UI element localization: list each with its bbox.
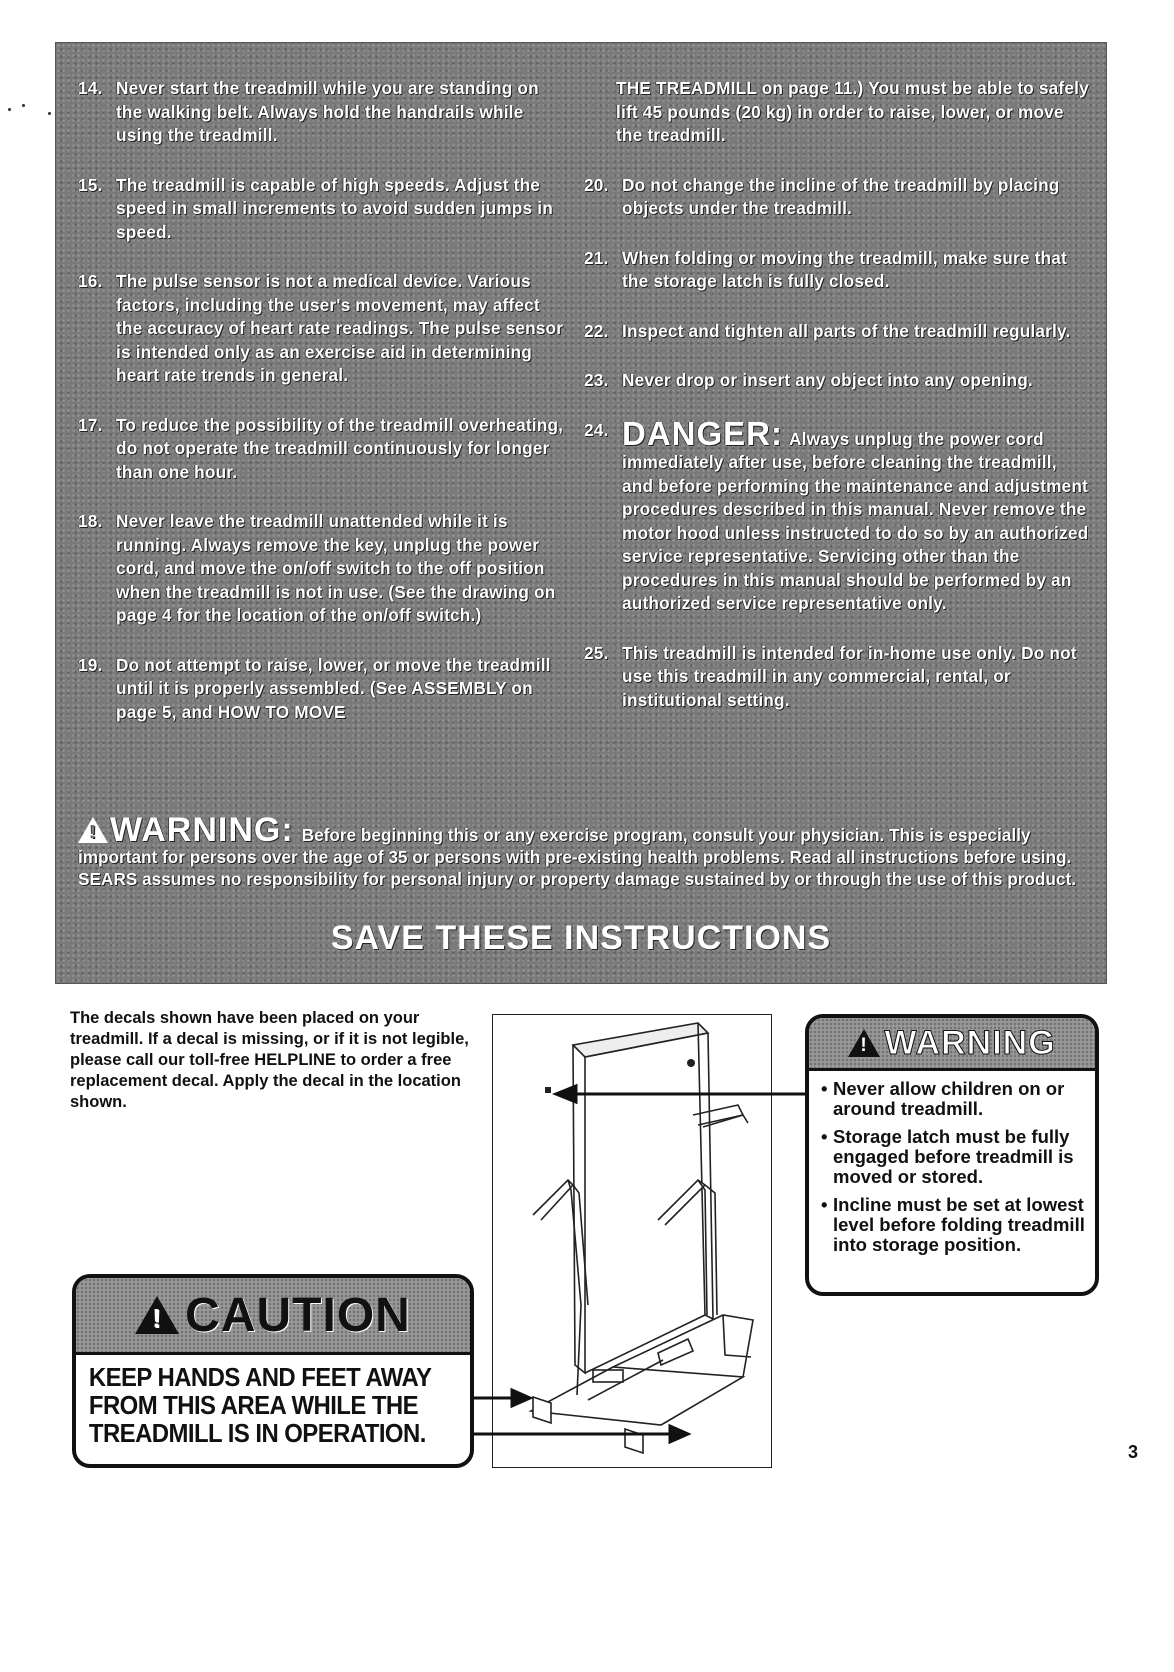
warning-decal-item: • Never allow children on or around treadmill. [821, 1079, 1085, 1119]
item-number: 23. [584, 370, 609, 390]
item-number: 25. [584, 642, 609, 663]
caution-decal-arrowhead-upper [512, 1390, 530, 1406]
item-text: Never drop or insert any object into any opening. [622, 370, 1033, 390]
item-number: 19. [78, 654, 103, 675]
decal-note: The decals shown have been placed on your treadmill. If a decal is missing, or if it is not legible, please call our toll-free HELPLINE to order a free replacement decal. Apply the decal in the location shown. [70, 1009, 469, 1111]
caution-decal [72, 1274, 474, 1468]
item-number: 22. [584, 320, 609, 341]
caution-line: KEEP HANDS AND FEET AWAY [88, 1362, 432, 1392]
item-text: Do not change the incline of the treadmill by placing objects under the treadmill. [622, 174, 1060, 218]
item-text: Never start the treadmill while you are standing on the walking belt. Always hold the handrails while using the treadmill. [116, 78, 539, 145]
item-text: Never leave the treadmill unattended while it is running. Always remove the key, unplug the power cord, and move the on/off switch to the off position when the treadmill is not in use. (See the drawing on page 4 for the location of the on/off switch.) [116, 511, 556, 625]
warning-decal-item: • Incline must be set at lowest level before folding treadmill into storage position. [821, 1195, 1085, 1255]
warning-decal-arrowhead [556, 1086, 576, 1102]
item-number: 20. [584, 174, 609, 195]
danger-label: DANGER: [622, 414, 783, 452]
caution-decal-header [76, 1278, 470, 1355]
item-text: Do not attempt to raise, lower, or move the treadmill until it is properly assembled. (See ASSEMBLY on page 5, and HOW TO MOVE [116, 654, 551, 722]
caution-line: FROM THIS AREA WHILE THE [88, 1390, 419, 1420]
item-number: 17. [78, 414, 103, 435]
warning-decal-title: WARNING [884, 1023, 1056, 1062]
item-text: The treadmill is capable of high speeds. Adjust the speed in small increments to avoid sudden jumps in speed. [116, 174, 553, 242]
item-number: 21. [584, 247, 609, 268]
caution-line: TREADMILL IS IN OPERATION. [88, 1418, 426, 1448]
item-text: The pulse sensor is not a medical device. Various factors, including the user's movement, may affect the accuracy of heart rate readings. The pulse sensor is intended only as an exercise aid in determining heart rate trends in general. [116, 271, 564, 385]
item-text: Inspect and tighten all parts of the treadmill regularly. [622, 320, 1071, 341]
save-instructions-heading: SAVE THESE INSTRUCTIONS [330, 919, 832, 957]
warning-label: WARNING: [110, 811, 294, 849]
warning-decal-list [809, 1071, 1095, 1255]
item-number: 18. [78, 511, 103, 531]
item-text: THE TREADMILL on page 11.) You must be able to safely lift 45 pounds (20 kg) in order to raise, lower, or move the treadmill. [616, 78, 1089, 145]
warning-decal-header [809, 1018, 1095, 1071]
caution-decal-arrowhead-lower [670, 1426, 688, 1442]
item-number: 14. [78, 78, 103, 98]
warning-triangle-icon [848, 1029, 880, 1057]
item-number: 15. [78, 174, 103, 195]
warning-decal [805, 1014, 1099, 1296]
item-text: To reduce the possibility of the treadmill overheating, do not operate the treadmill continuously for longer than one hour. [116, 414, 564, 482]
item-text: When folding or moving the treadmill, make sure that the storage latch is fully closed. [622, 247, 1067, 291]
page-number: 3 [1128, 1442, 1139, 1462]
caution-decal-title: CAUTION [185, 1288, 411, 1342]
item-number: 16. [78, 271, 103, 291]
caution-triangle-icon [135, 1296, 179, 1334]
warning-text: Before beginning this or any exercise program, consult your physician. This is especially important for persons over the age of 35 or persons with pre-existing health problems. Read all instructions before using. SEARS assumes no responsibility for personal injury or property damage sustained by or through the use of this product. [78, 825, 1076, 889]
warning-decal-item: • Storage latch must be fully engaged before treadmill is moved or stored. [821, 1127, 1085, 1187]
caution-decal-body [76, 1355, 438, 1455]
item-text: Always unplug the power cord immediately after use, before cleaning the treadmill, and before performing the maintenance and adjustment procedures described in this manual. Never remove the motor hood unless instructed to do so by an authorized service representative. Servicing other than the procedures in this manual should be performed by an authorized service representative only. [622, 428, 1089, 613]
item-number: 24. [584, 419, 609, 440]
item-text: This treadmill is intended for in-home use only. Do not use this treadmill in any commercial, rental, or institutional setting. [622, 642, 1077, 710]
